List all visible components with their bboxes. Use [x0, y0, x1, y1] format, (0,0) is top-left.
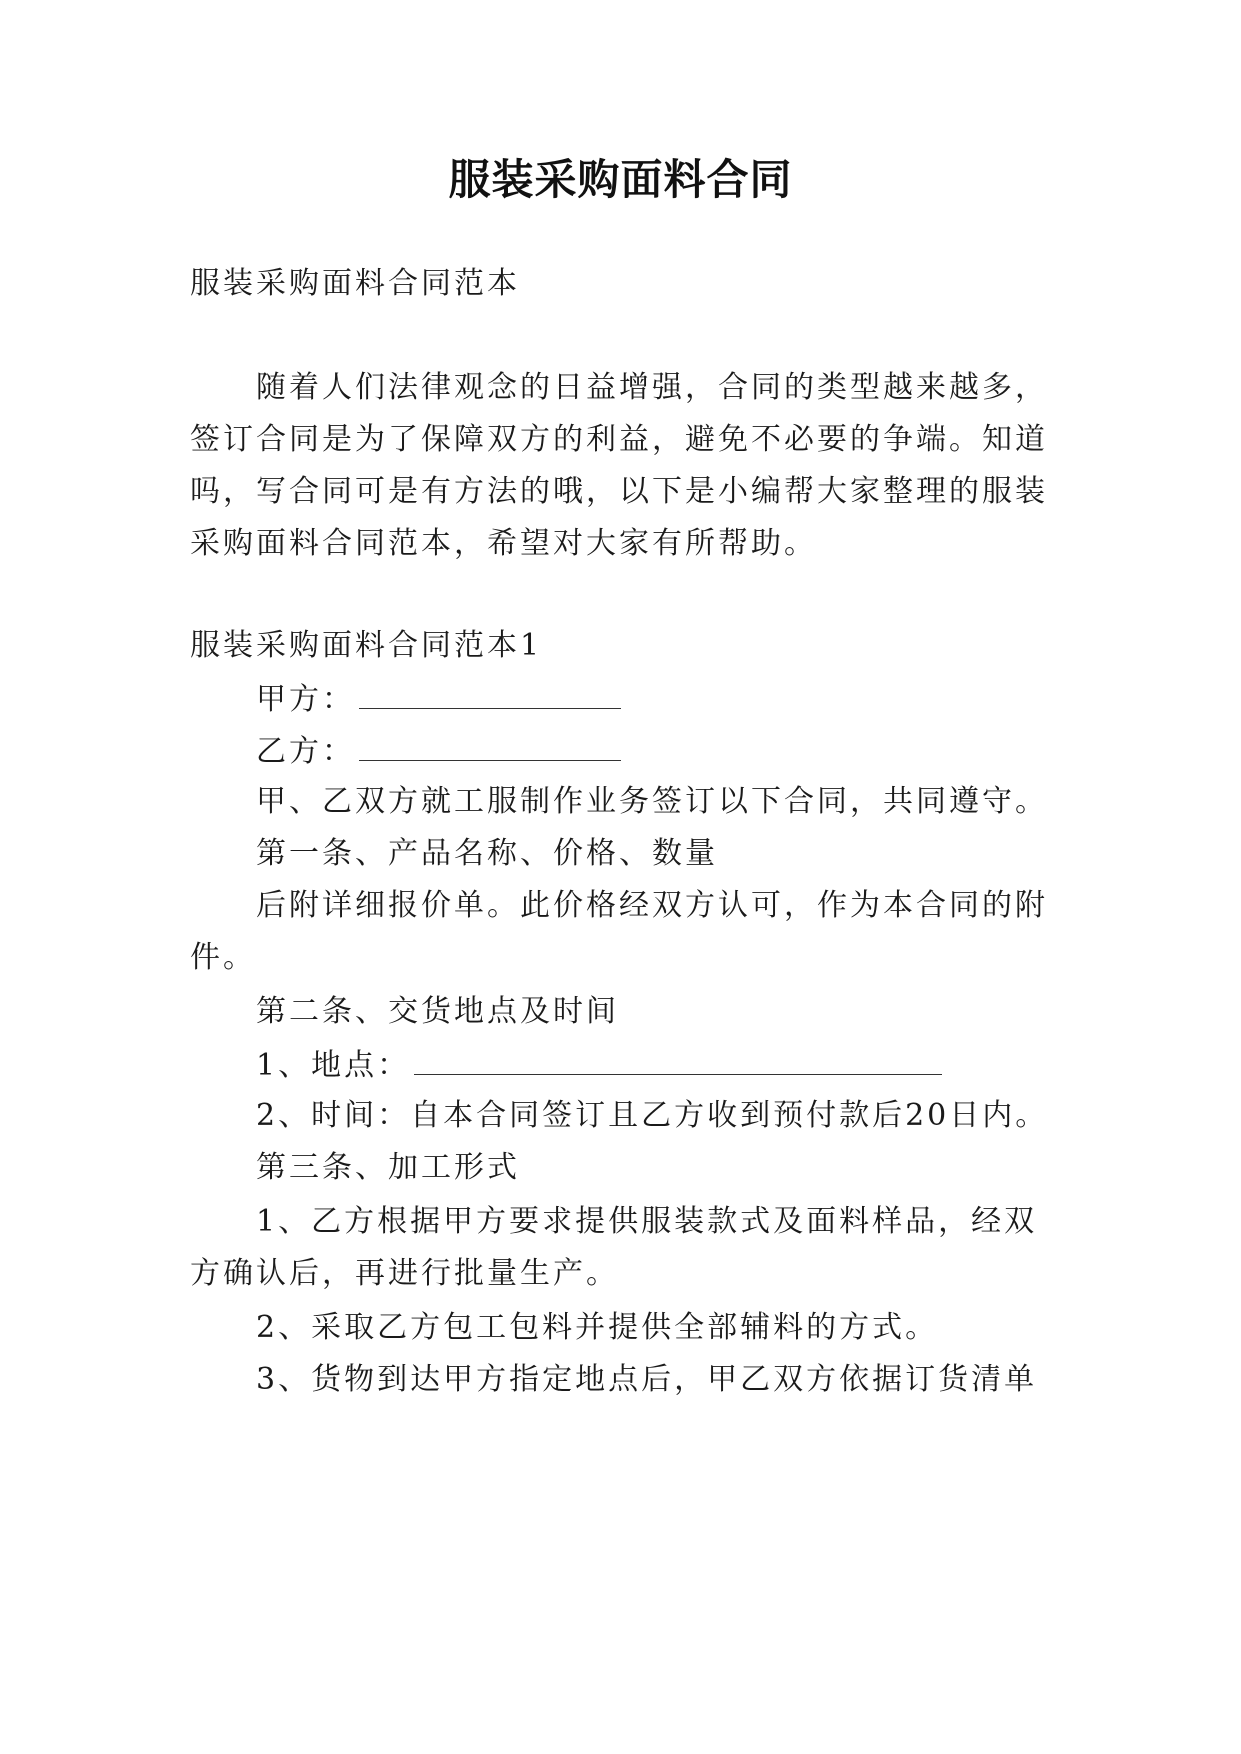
intro-line-2: 签订合同是为了保障双方的利益，避免不必要的争端。知道: [190, 422, 1048, 457]
article2-place-line: [256, 1044, 942, 1086]
intro-line-1: 随着人们法律观念的日益增强，合同的类型越来越多，: [256, 370, 1048, 405]
article2-place-label: 1、地点：: [256, 1048, 411, 1083]
article2-place-blank: [414, 1044, 942, 1075]
party-b-label: 乙方：: [256, 734, 355, 769]
article3-item2: 2、采取乙方包工包料并提供全部辅料的方式。: [256, 1310, 939, 1345]
party-a-line: [256, 678, 621, 720]
subtitle: 服装采购面料合同范本: [190, 266, 520, 301]
article1-text-line-1: 后附详细报价单。此价格经双方认可，作为本合同的附: [256, 888, 1048, 923]
article3-item1-line-2: 方确认后，再进行批量生产。: [190, 1256, 619, 1291]
article3-title: 第三条、加工形式: [256, 1150, 520, 1185]
article3-item1-line-1: 1、乙方根据甲方要求提供服装款式及面料样品，经双: [256, 1204, 1038, 1239]
article1-title: 第一条、产品名称、价格、数量: [256, 836, 718, 871]
article1-text-line-2: 件。: [190, 940, 256, 975]
document-title: 服装采购面料合同: [448, 155, 793, 204]
intro-line-3: 吗，写合同可是有方法的哦，以下是小编帮大家整理的服装: [190, 474, 1048, 509]
article2-title: 第二条、交货地点及时间: [256, 994, 619, 1029]
party-a-label: 甲方：: [256, 682, 355, 717]
section-heading: 服装采购面料合同范本1: [190, 628, 543, 663]
party-b-line: [256, 730, 621, 772]
intro-line-4: 采购面料合同范本，希望对大家有所帮助。: [190, 526, 817, 561]
agreement-line: 甲、乙双方就工服制作业务签订以下合同，共同遵守。: [256, 784, 1048, 819]
article2-time: 2、时间：自本合同签订且乙方收到预付款后20日内。: [256, 1098, 1049, 1133]
party-b-blank: [359, 730, 621, 761]
article3-item3: 3、货物到达甲方指定地点后，甲乙双方依据订货清单: [256, 1362, 1038, 1397]
party-a-blank: [359, 678, 621, 709]
